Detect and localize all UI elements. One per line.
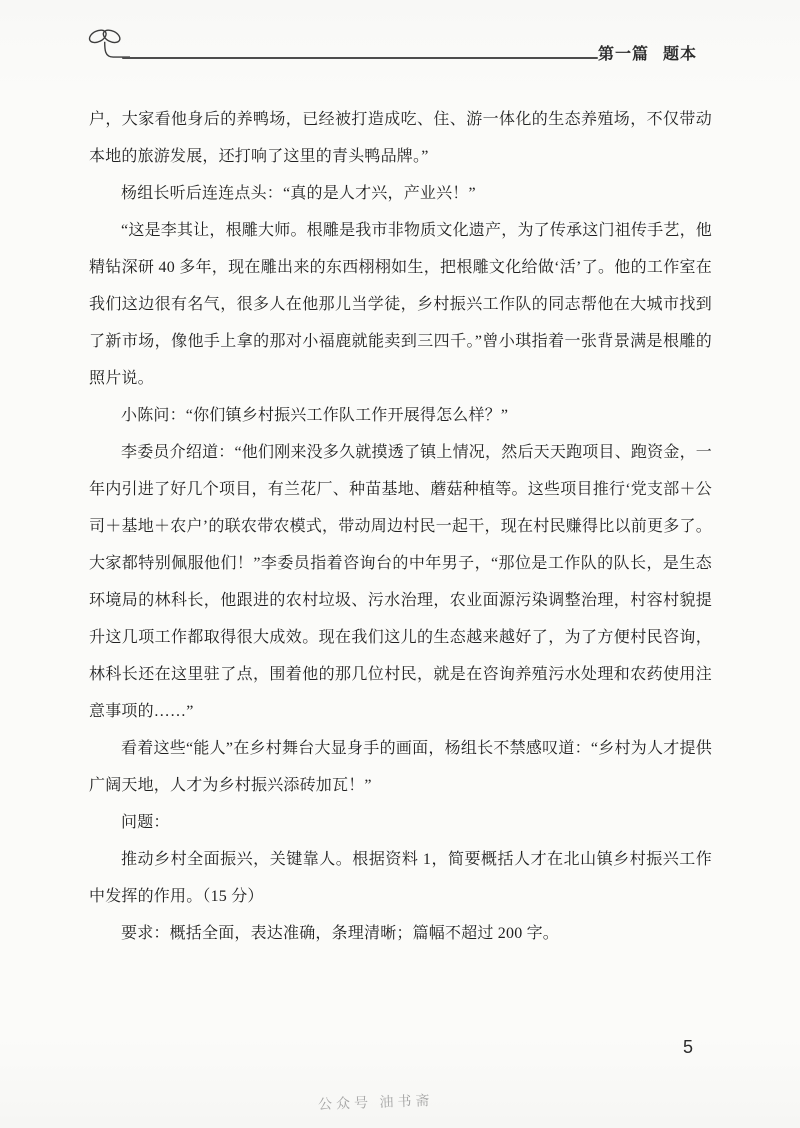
header-title bbox=[598, 41, 718, 64]
paragraph-root-carving: “这是李其让，根雕大师。根雕是我市非物质文化遗产，为了传承这门祖传手艺，他精钻深研 40 多年，现在雕出来的东西栩栩如生，把根雕文化给做‘活’了。他的工作室在我们这边很有名气，很多人在他那儿当学徒，乡村振兴工作队的同志帮他在大城市找到了新市场，像他手上拿的那对小福鹿就能卖到三四千。”曾小琪指着一张背景满是根雕的照片说。 bbox=[89, 222, 712, 387]
question-text: 推动乡村全面振兴，关键靠人。根据资料 1，简要概括人才在北山镇乡村振兴工作中发挥的作用。（15 分） bbox=[89, 851, 712, 905]
header-part-label: 题本 bbox=[663, 46, 698, 63]
page-number: 5 bbox=[682, 1037, 693, 1057]
paragraph-question-chen: 小陈问：“你们镇乡村振兴工作队工作开展得怎么样？” bbox=[121, 407, 509, 424]
paragraph-dialogue-yang: 杨组长听后连连点头：“真的是人才兴，产业兴！” bbox=[121, 185, 476, 202]
watermark-text: 公众号 油书斋 bbox=[317, 1093, 434, 1114]
document-body bbox=[89, 101, 712, 952]
question-requirements: 要求：概括全面，表达准确，条理清晰；篇幅不超过 200 字。 bbox=[121, 925, 560, 942]
paragraph-continuation: 户，大家看他身后的养鸭场，已经被打造成吃、住、游一体化的生态养殖场，不仅带动本地的旅游发展，还打响了这里的青头鸭品牌。” bbox=[89, 111, 712, 165]
paragraph-li-weiyuan: 李委员介绍道：“他们刚来没多久就摸透了镇上情况，然后天天跑项目、跑资金，一年内引进了好几个项目，有兰花厂、种苗基地、蘑菇种植等。这些项目推行‘党支部＋公司＋基地＋农户’的联农带农模式，带动周边村民一起干，现在村民赚得比以前更多了。大家都特别佩服他们！”李委员指着咨询台的中年男子，“那位是工作队的队长，是生态环境局的林科长，他跟进的农村垃圾、污水治理，农业面源污染调整治理，村容村貌提升这几项工作都取得很大成效。现在我们这儿的生态越来越好了，为了方便村民咨询，林科长还在这里驻了点，围着他的那几位村民，就是在咨询养殖污水处理和农药使用注意事项的……” bbox=[89, 444, 712, 720]
header-section-label: 第一篇 bbox=[598, 46, 650, 63]
paragraph-conclusion: 看着这些“能人”在乡村舞台大显身手的画面，杨组长不禁感叹道：“乡村为人才提供广阔天地，人才为乡村振兴添砖加瓦！” bbox=[89, 740, 712, 794]
question-heading: 问题： bbox=[121, 814, 170, 831]
header-rule bbox=[122, 57, 598, 59]
